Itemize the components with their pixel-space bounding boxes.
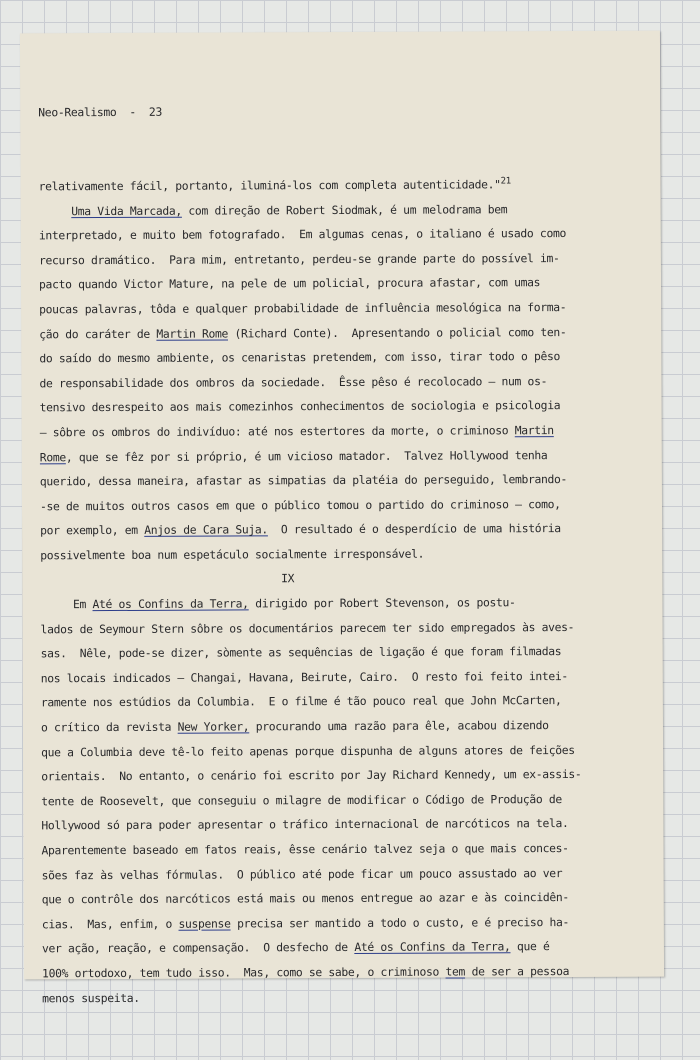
underlined-title: New Yorker, bbox=[177, 719, 250, 734]
text-line bbox=[42, 983, 654, 1010]
text-run: — sôbre os ombros do indivíduo: até nos estertores da morte, o criminoso bbox=[39, 423, 515, 440]
text-run: interpretado, e muito bem fotografado. Em algumas cenas, o italiano é usado como bbox=[38, 226, 566, 243]
text-run: menos suspeita. bbox=[42, 990, 140, 1005]
underlined-title: Até os Confins da Terra, bbox=[354, 939, 511, 955]
text-run: pacto quando Victor Mature, na pele de um policial, procura afastar, com umas bbox=[39, 275, 541, 292]
text-line bbox=[41, 663, 653, 690]
text-line bbox=[41, 786, 653, 813]
body-text bbox=[39, 172, 655, 1011]
text-run: sas. Nêle, pode-se dizer, sòmente as sequências de ligação é que foram filmadas bbox=[40, 644, 562, 661]
text-line bbox=[41, 836, 653, 863]
text-line bbox=[41, 811, 653, 838]
text-run: com direção de Robert Siodmak, é um melodrama bem bbox=[181, 201, 508, 218]
text-run: recurso dramático. Para mim, entretanto, perdeu-se grande parte do possível im- bbox=[38, 250, 560, 268]
text-run: que o contrôle dos narcóticos está mais ou menos entregue ao azar e às coincidên- bbox=[41, 890, 569, 907]
underlined-title: Anjos de Cara Suja. bbox=[144, 522, 268, 538]
text-run: ção do caráter de bbox=[39, 326, 157, 341]
text-run: de responsabilidade dos ombros da sociedade. Êsse pêso é recolocado — num os- bbox=[39, 373, 548, 391]
typewritten-page bbox=[20, 31, 664, 1005]
text-run: ver ação, reação, e compensação. O desfecho de bbox=[41, 940, 355, 956]
text-run: nos locais indicados — Changai, Havana, Beirute, Cairo. O resto foi feito intei- bbox=[40, 668, 568, 686]
text-run: de ser a pessoa bbox=[465, 963, 570, 979]
text-line bbox=[40, 516, 652, 543]
text-line bbox=[40, 418, 652, 445]
text-run: possivelmente boa num espetáculo socialmente irresponsável. bbox=[40, 546, 425, 563]
text-run: tensivo desrespeito aos mais comezinhos conhecimentos de sociologia e psicologia bbox=[39, 398, 561, 415]
text-run: -se de muitos outros casos em que o público tomou o partido do criminoso — como, bbox=[39, 496, 561, 514]
underlined-title: tem bbox=[445, 964, 466, 979]
underlined-title: Martin Rome bbox=[156, 326, 229, 341]
text-run: lados de Seymour Stern sôbre os documentários parecem ter sido empregados às aves- bbox=[40, 619, 575, 636]
text-run: o crítico da revista bbox=[40, 719, 178, 735]
text-line bbox=[40, 491, 652, 518]
text-run: que a Columbia deve tê-lo feito apenas porque dispunha de alguns atores de feições bbox=[41, 742, 575, 759]
text-run: relativamente fácil, portanto, iluminá-los com completa autenticidade." bbox=[38, 177, 501, 194]
text-run: Em bbox=[40, 597, 93, 612]
text-run: Hollywood só para poder apresentar o tráfico internacional de narcóticos na tela. bbox=[41, 816, 569, 833]
text-line bbox=[39, 344, 651, 371]
text-line bbox=[39, 319, 651, 346]
text-line bbox=[41, 688, 653, 715]
text-run: orientais. No entanto, o cenário foi escrito por Jay Richard Kennedy, um ex-assis- bbox=[41, 767, 582, 784]
text-run: poucas palavras, tôda e qualquer probabilidade de influência mesológica na forma- bbox=[39, 299, 567, 317]
underlined-title: Até os Confins da Terra, bbox=[92, 596, 249, 612]
text-run: (Richard Conte). Apresentando o policial como ten- bbox=[227, 324, 567, 341]
text-line bbox=[39, 196, 651, 223]
text-run: cias. Mas, enfim, o bbox=[41, 916, 179, 932]
text-line bbox=[41, 737, 653, 764]
text-run: procurando uma razão para êle, acabou dizendo bbox=[249, 718, 549, 734]
text-line bbox=[42, 959, 654, 986]
text-run: tente de Roosevelt, que conseguiu o milagre de modificar o Código de Produção de bbox=[41, 791, 562, 809]
text-line bbox=[39, 221, 651, 248]
text-run bbox=[39, 204, 72, 218]
text-line bbox=[40, 541, 652, 568]
underlined-title: Rome bbox=[39, 449, 66, 464]
text-line bbox=[41, 713, 653, 740]
text-run: querido, dessa maneira, afastar as simpatias da platéia do perseguido, lembrando- bbox=[39, 472, 568, 489]
text-line bbox=[42, 885, 654, 912]
text-run: por exemplo, em bbox=[40, 523, 145, 538]
text-line bbox=[41, 762, 653, 789]
text-line bbox=[40, 565, 652, 592]
text-line bbox=[39, 368, 651, 395]
text-run: dirigido por Robert Stevenson, os postu- bbox=[248, 595, 516, 611]
underlined-title: Martin bbox=[514, 422, 554, 438]
text-line bbox=[42, 860, 654, 887]
text-line bbox=[40, 467, 652, 494]
text-run: Aparentemente baseado em fatos reais, êsse cenário talvez seja o que mais conces- bbox=[41, 841, 569, 858]
text-run: ramente nos estúdios da Columbia. E o filme é tão pouco real que John McCarten, bbox=[40, 693, 562, 710]
text-line bbox=[40, 590, 652, 617]
footnote-marker: 21 bbox=[500, 176, 511, 187]
text-run: do saído do mesmo ambiente, os cenaristas pretendem, com isso, tirar todo o pêso bbox=[39, 349, 561, 366]
text-run: 100% ortodoxo, tem tudo isso. Mas, como se sabe, o criminoso bbox=[42, 964, 446, 981]
text-line bbox=[39, 172, 651, 199]
text-line bbox=[42, 909, 654, 936]
underlined-title: Uma Vida Marcada, bbox=[71, 203, 182, 218]
text-line bbox=[42, 934, 654, 961]
text-line bbox=[39, 245, 651, 272]
page-text bbox=[38, 49, 654, 1060]
text-line bbox=[40, 393, 652, 420]
text-run: , que se fêz por si próprio, é um vicioso matador. Talvez Hollywood tenha bbox=[65, 447, 548, 464]
text-run: que é bbox=[510, 939, 550, 954]
text-run: IX bbox=[40, 571, 295, 587]
running-header: Neo-Realismo - 23 bbox=[38, 104, 162, 120]
text-line bbox=[40, 442, 652, 469]
text-line bbox=[41, 639, 653, 666]
text-line bbox=[40, 614, 652, 641]
text-run: O resultado é o desperdício de uma história bbox=[267, 521, 561, 537]
text-line bbox=[39, 270, 651, 297]
text-run: sões faz às velhas fórmulas. O público até pode ficar um pouco assustado ao ver bbox=[41, 865, 563, 882]
text-run: precisa ser mantido a todo o custo, e é preciso ha- bbox=[230, 914, 569, 931]
underlined-title: suspense bbox=[178, 916, 231, 931]
text-line bbox=[39, 295, 651, 322]
